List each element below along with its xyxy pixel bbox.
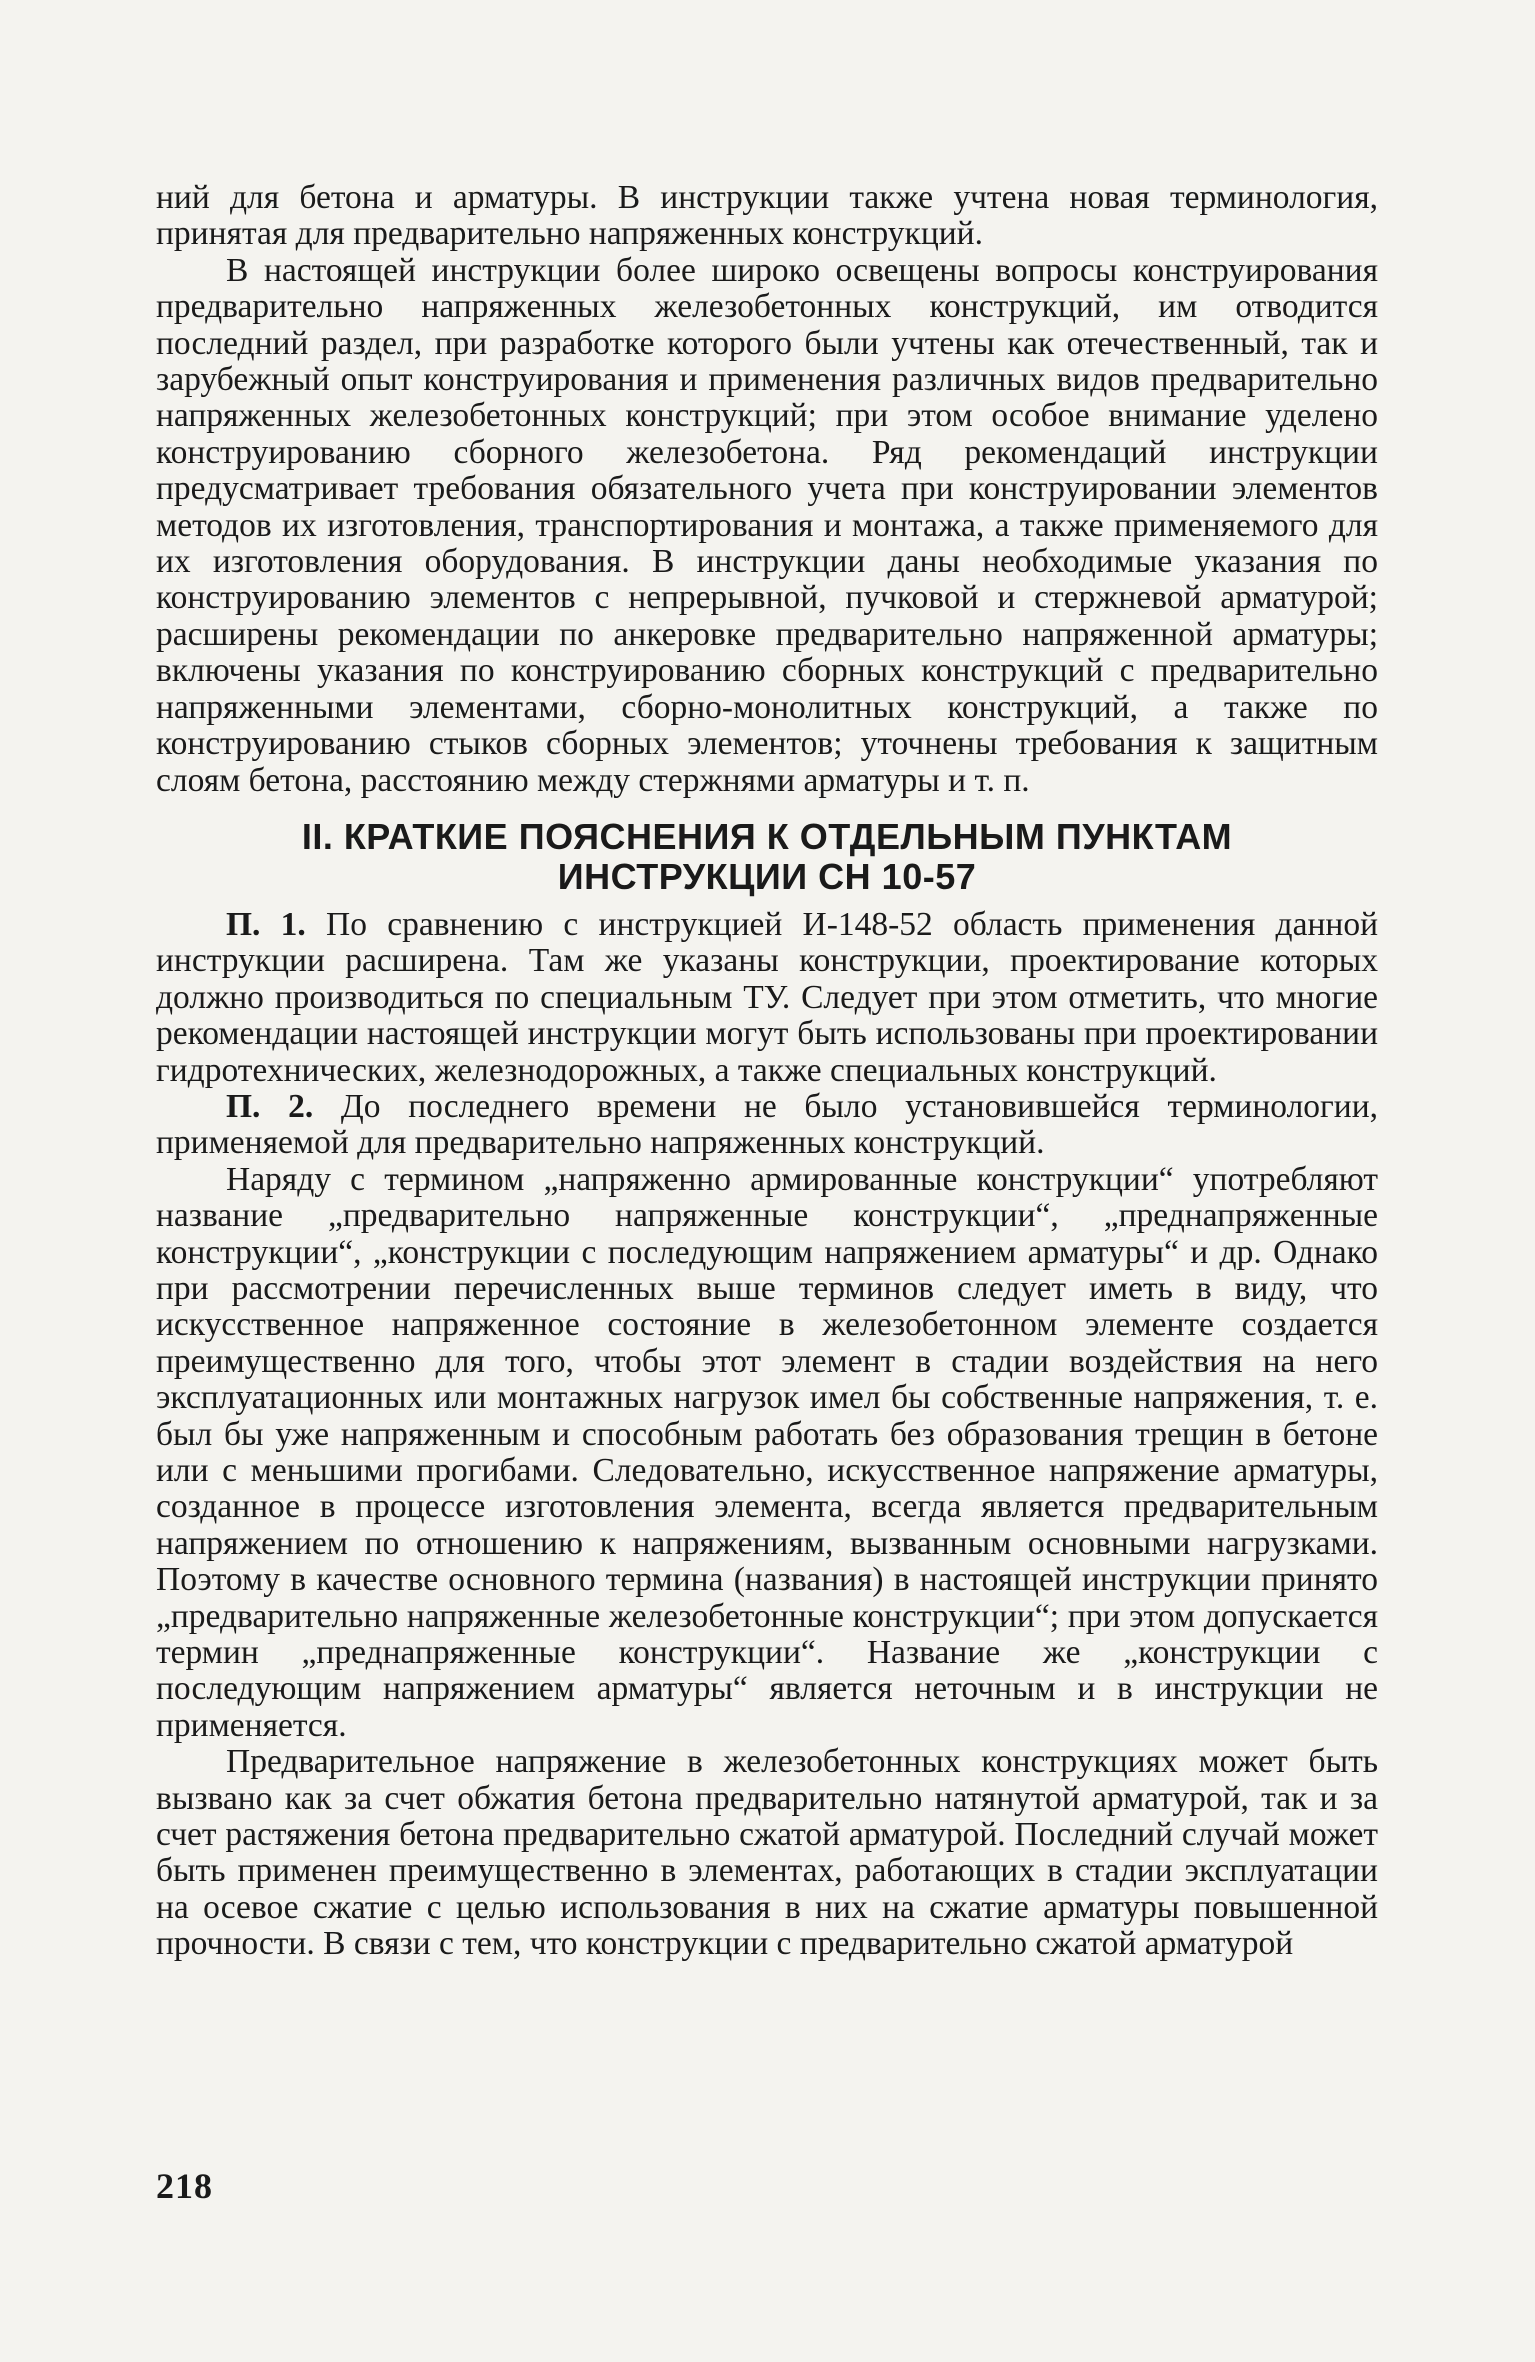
paragraph-construction-design: В настоящей инструкции более широко освещены вопросы конструирования предварительно напряженных железобетонных конструкций, им отводится последний раздел, при разработке которого были учтены как отечественный, так и зарубежный опыт конструирования и применения различных видов предварительно напряженных железобетонных конструкций; при этом особое внимание уделено конструированию сборного железобетона. Ряд рекомендаций инструкции предусматривает требования обязательного учета при конструировании элементов методов их изготовления, транспортирования и монтажа, а также применяемого для их изготовления оборудования. В инструкции даны необходимые указания по конструированию элементов с непрерывной, пучковой и стержневой арматурой; расширены рекомендации по анкеровке предварительно напряженной арматуры; включены указания по конструированию сборных конструкций с предварительно напряженными элементами, сборно-монолитных конструкций, а также по конструированию стыков сборных элементов; уточнены требования к защитным слоям бетона, расстоянию между стержнями арматуры и т. п. <box>156 251 1378 799</box>
page-number: 218 <box>156 2166 213 2206</box>
page-body <box>156 180 1378 1963</box>
section-heading <box>156 817 1378 897</box>
paragraph-terminology: Наряду с термином „напряженно армированные конструкции“ употребляют название „предварительно напряженные конструкции“, „преднапряженные конструкции“, „конструкции с последующим напряжением арматуры“ и др. Однако при рассмотрении перечисленных выше терминов следует иметь в виду, что искусственное напряженное состояние в железобетонном элементе создается преимущественно для того, чтобы этот элемент в стадии воздействия на него эксплуатационных или монтажных нагрузок имел бы собственные напряжения, т. е. был бы уже напряженным и способным работать без образования трещин в бетоне или с меньшими прогибами. Следовательно, искусственное напряжение арматуры, созданное в процессе изготовления элемента, всегда является предварительным напряжением по отношению к напряжениям, вызванным основными нагрузками. Поэтому в качестве основного термина (названия) в настоящей инструкции принято „предварительно напряженные железобетонные конструкции“; при этом допускается термин „преднапряженные конструкции“. Название же „конструкции с последующим напряжением арматуры“ является неточным и в инструкции не применяется. <box>156 1160 1378 1744</box>
item-paragraph-1 <box>156 907 1378 1089</box>
item-lead-1: П. 1. <box>226 905 306 943</box>
paragraph-prestress: Предварительное напряжение в железобетонных конструкциях может быть вызвано как за счет обжатия бетона предварительно натянутой арматурой, так и за счет растяжения бетона предварительно сжатой арматурой. Последний случай может быть применен преимущественно в элементах, работающих в стадии эксплуатации на осевое сжатие с целью использования в них на сжатие арматуры повышенной прочности. В связи с тем, что конструкции с предварительно сжатой арматурой <box>156 1743 1378 1963</box>
paragraph-continuation: ний для бетона и арматуры. В инструкции также учтена новая терминология, принятая для предварительно напряженных конструкций. <box>156 179 1378 253</box>
item-lead-2: П. 2. <box>226 1087 314 1125</box>
item-text-1: По сравнению с инструкцией И-148-52 область применения данной инструкции расширена. Там же указаны конструкции, проектирование которых должно производиться по специальным ТУ. Следует при этом отметить, что многие рекомендации настоящей инструкции могут быть использованы при проектировании гидротехнических, железнодорожных, а также специальных конструкций. <box>156 905 1378 1089</box>
item-paragraph-2 <box>156 1089 1378 1162</box>
section-heading-line-2: ИНСТРУКЦИИ СН 10-57 <box>557 855 977 897</box>
item-text-2: До последнего времени не было установившейся терминологии, применяемой для предварительно напряженных конструкций. <box>156 1087 1379 1162</box>
section-heading-line-1: II. КРАТКИЕ ПОЯСНЕНИЯ К ОТДЕЛЬНЫМ ПУНКТАМ <box>301 815 1233 857</box>
